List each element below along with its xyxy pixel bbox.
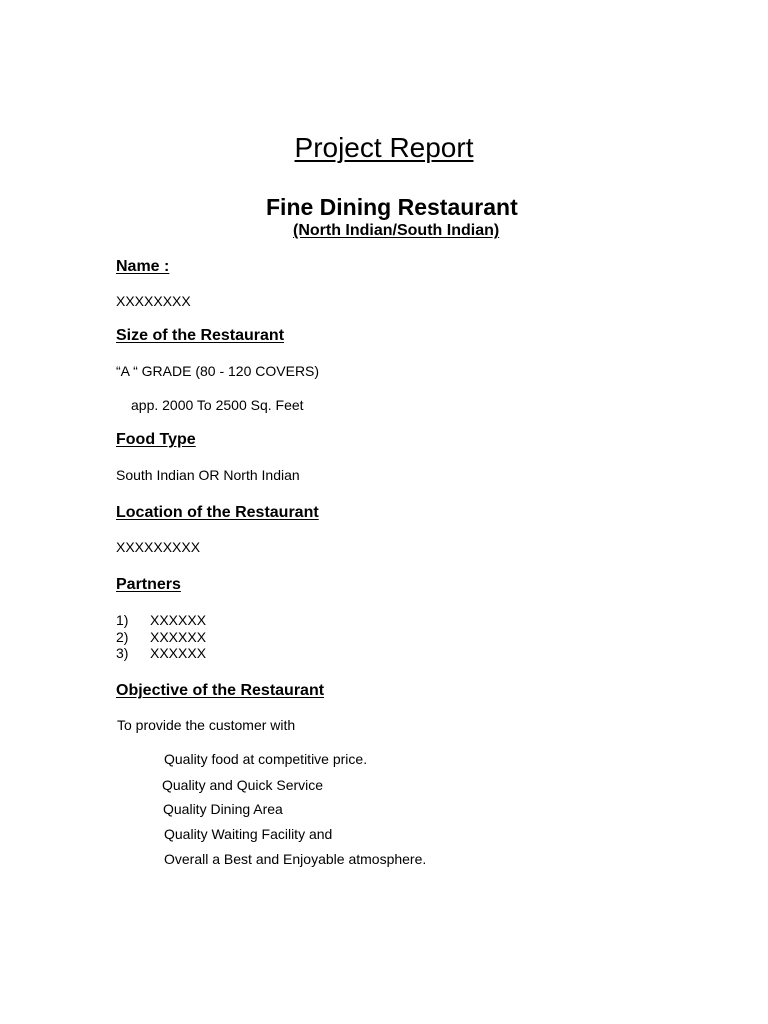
name-heading: Name : bbox=[116, 258, 170, 275]
list-item: Overall a Best and Enjoyable atmosphere. bbox=[164, 851, 427, 867]
size-grade: “A “ GRADE (80 - 120 COVERS) bbox=[116, 363, 320, 379]
size-area: app. 2000 To 2500 Sq. Feet bbox=[131, 397, 304, 413]
partner-number: 3) bbox=[116, 645, 129, 661]
location-value: XXXXXXXXX bbox=[116, 539, 201, 555]
size-heading: Size of the Restaurant bbox=[116, 327, 285, 344]
objective-heading: Objective of the Restaurant bbox=[116, 682, 325, 699]
objective-intro: To provide the customer with bbox=[117, 717, 296, 733]
document-subtitle-note: (North Indian/South Indian) bbox=[293, 222, 500, 239]
list-item bbox=[116, 613, 206, 627]
partner-number: 2) bbox=[116, 629, 129, 645]
partner-number: 1) bbox=[116, 612, 129, 628]
list-item: Quality Dining Area bbox=[163, 801, 283, 817]
document-subtitle: Fine Dining Restaurant bbox=[266, 194, 518, 220]
location-heading: Location of the Restaurant bbox=[116, 504, 319, 521]
food-type-heading: Food Type bbox=[116, 431, 196, 448]
list-item bbox=[116, 646, 206, 660]
name-value: XXXXXXXX bbox=[116, 293, 191, 309]
list-item: Quality Waiting Facility and bbox=[164, 826, 333, 842]
food-type-value: South Indian OR North Indian bbox=[116, 467, 300, 483]
list-item: Quality food at competitive price. bbox=[164, 751, 368, 767]
partners-heading: Partners bbox=[116, 576, 181, 593]
list-item bbox=[116, 630, 206, 644]
partner-name: XXXXXX bbox=[150, 612, 207, 628]
partner-name: XXXXXX bbox=[150, 629, 207, 645]
document-title: Project Report bbox=[294, 132, 474, 163]
partner-name: XXXXXX bbox=[150, 645, 207, 661]
list-item: Quality and Quick Service bbox=[162, 777, 324, 793]
